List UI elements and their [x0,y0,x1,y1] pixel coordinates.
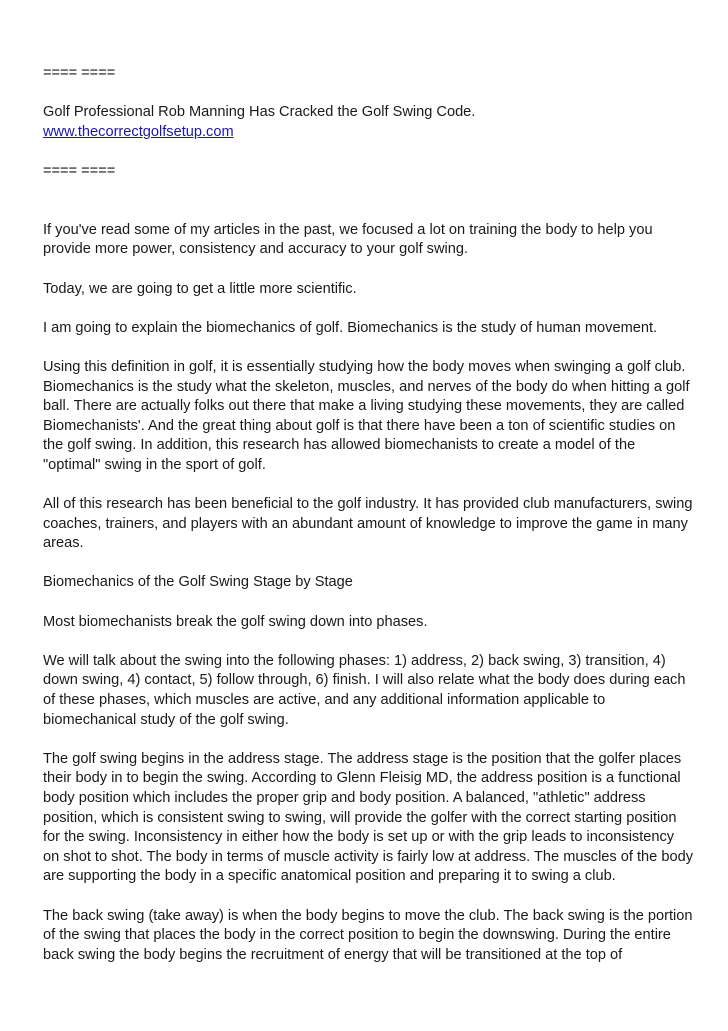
paragraph: The golf swing begins in the address stage. The address stage is the position that the golfer places their body in to begin the swing. According to Glenn Fleisig MD, the address position is a functional body position which includes the proper grip and body position. A balanced, "athletic" address position, which is consistent swing to swing, will provide the golfer with the correct starting position for the swing. Inconsistency in either how the body is set up or with the grip leads to inconsistency on shot to shot. The body in terms of muscle activity is fairly low at address. The muscles of the body are supporting the body in a specific anatomical position and preparing it to swing a club. [43,750,693,885]
website-link[interactable]: www.thecorrectgolfsetup.com [43,123,234,140]
paragraph: All of this research has been beneficial to the golf industry. It has provided club manufacturers, swing coaches, trainers, and players with an abundant amount of knowledge to improve the game in many areas. [43,496,693,552]
paragraph: Most biomechanists break the golf swing down into phases. [43,613,428,630]
paragraph: I am going to explain the biomechanics of golf. Biomechanics is the study of human movement. [43,319,658,336]
paragraph: If you've read some of my articles in the past, we focused a lot on training the body to help you provide more power, consistency and accuracy to your golf swing. [43,221,653,258]
paragraph: Today, we are going to get a little more scientific. [43,280,357,297]
separator-bottom: ==== ==== [43,162,116,179]
paragraph: We will talk about the swing into the following phases: 1) address, 2) back swing, 3) transition, 4) down swing, 4) contact, 5) follow through, 6) finish. I will also relate what the body does during each of these phases, which muscles are active, and any additional information applicable to biomechanical study of the golf swing. [43,652,686,728]
promo-title: Golf Professional Rob Manning Has Cracked the Golf Swing Code. [43,104,476,121]
separator-top: ==== ==== [43,65,116,81]
paragraph: Using this definition in golf, it is essentially studying how the body moves when swinging a golf club. Biomechanics is the study what the skeleton, muscles, and nerves of the body do when hitting a golf ball. There are actually folks out there that make a living studying these movements, they are called Biomechanists'. And the great thing about golf is that there have been a ton of scientific studies on the golf swing. In addition, this research has allowed biomechanists to create a model of the "optimal" swing in the sport of golf. [43,358,690,473]
section-heading: Biomechanics of the Golf Swing Stage by Stage [43,574,353,591]
spacer [43,201,693,221]
paragraph: The back swing (take away) is when the body begins to move the club. The back swing is the portion of the swing that places the body in the correct position to begin the downswing. During the entire back swing the body begins the recruitment of energy that will be transitioned at the top of [43,907,693,963]
document-page [43,64,693,985]
